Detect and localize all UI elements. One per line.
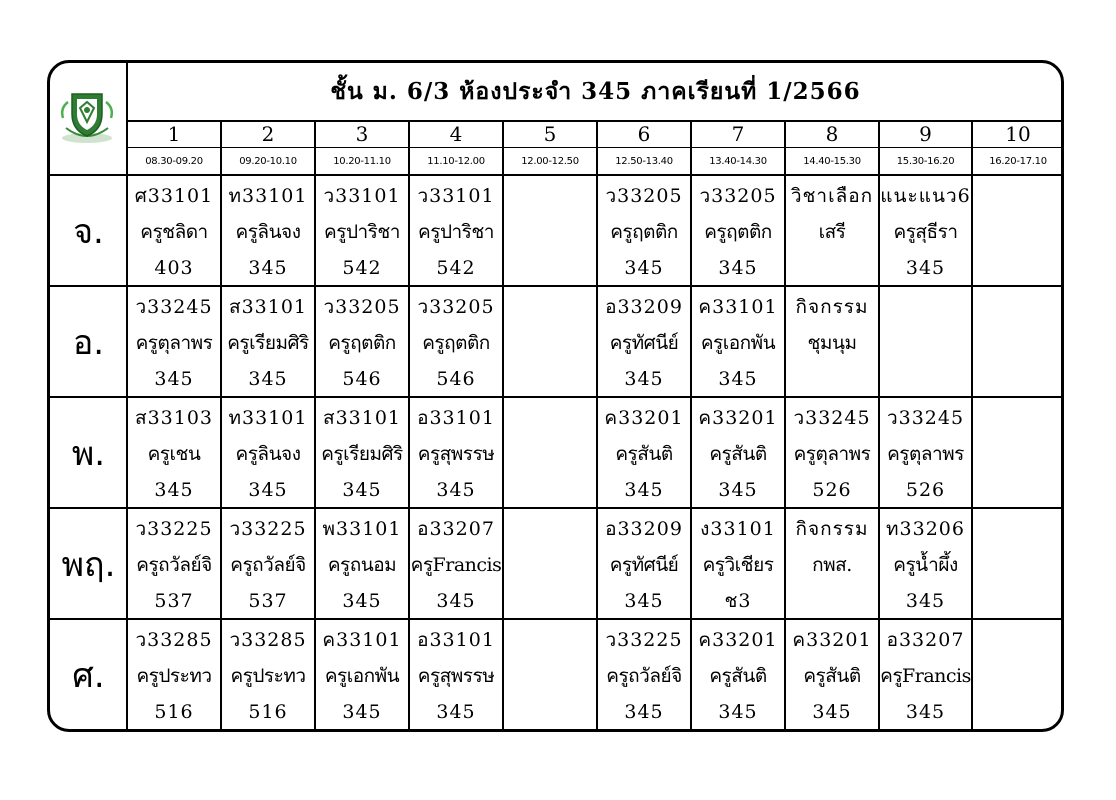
schedule-cell — [409, 289, 503, 396]
schedule-cell — [315, 622, 409, 729]
teacher-name: ครูสันติ — [803, 665, 861, 687]
teacher-name: ครูถวัลย์จิ — [230, 554, 306, 576]
schedule-cell — [221, 400, 315, 507]
teacher-name: ครูถนอม — [327, 554, 397, 576]
room-number: 345 — [718, 479, 758, 501]
teacher-name: ครูวิเชียร — [702, 554, 774, 576]
room-number — [972, 250, 1064, 285]
room-number: ช3 — [724, 590, 752, 612]
subject-code: ส33101 — [322, 407, 402, 429]
period-number: 4 — [449, 122, 463, 146]
room-number: 403 — [154, 257, 194, 279]
period-number: 9 — [919, 122, 932, 146]
schedule-cell — [785, 289, 879, 396]
teacher-name — [503, 325, 597, 361]
schedule-cell — [691, 511, 785, 618]
room-number: 345 — [342, 590, 382, 612]
schedule-cell — [315, 400, 409, 507]
room-number: 345 — [624, 257, 664, 279]
schedule-cell — [315, 178, 409, 285]
room-number: 345 — [624, 479, 664, 501]
teacher-name: ครูถวัลย์จิ — [606, 665, 682, 687]
subject-code: ค33201 — [604, 407, 684, 429]
teacher-name — [972, 547, 1064, 583]
room-number: 345 — [436, 479, 476, 501]
schedule-cell — [503, 289, 597, 396]
schedule-cell — [879, 178, 972, 285]
teacher-name: กพส. — [812, 554, 852, 576]
teacher-name: ครูฤตติก — [422, 332, 490, 354]
schedule-cell — [691, 400, 785, 507]
teacher-name: ครูทัศนีย์ — [609, 554, 679, 576]
teacher-name: ครูเชน — [147, 443, 201, 465]
grid-line — [50, 396, 1064, 398]
room-number — [503, 472, 597, 507]
room-number: 345 — [342, 701, 382, 723]
period-number: 5 — [543, 122, 557, 146]
grid-line — [50, 507, 1064, 509]
room-number: 345 — [248, 257, 288, 279]
day-label: พ. — [71, 433, 106, 474]
subject-code: ว33225 — [135, 518, 213, 540]
subject-code — [503, 622, 597, 658]
teacher-name: ครูเรียมศิริ — [321, 443, 403, 465]
schedule-cell — [409, 400, 503, 507]
subject-code — [503, 511, 597, 547]
schedule-cell — [785, 400, 879, 507]
subject-code: ท33101 — [228, 185, 308, 207]
subject-code — [503, 178, 597, 214]
schedule-cell — [597, 622, 691, 729]
subject-code — [972, 178, 1064, 214]
subject-code — [972, 622, 1064, 658]
subject-code: ว33285 — [229, 629, 307, 651]
teacher-name: ครูฤตติก — [610, 221, 678, 243]
teacher-name: ครูสันติ — [615, 443, 673, 465]
schedule-cell — [127, 289, 221, 396]
day-label: อ. — [72, 322, 105, 363]
teacher-name: ครูตุลาพร — [135, 332, 213, 354]
subject-code: ว33205 — [323, 296, 401, 318]
room-number: 345 — [342, 479, 382, 501]
schedule-cell — [315, 511, 409, 618]
teacher-name: ครูประทว — [136, 665, 212, 687]
room-number — [785, 583, 879, 618]
period-number: 10 — [1005, 122, 1031, 146]
teacher-name — [503, 214, 597, 250]
grid-line — [50, 285, 1064, 287]
teacher-name: ครูปาริชา — [324, 221, 400, 243]
teacher-name: ครูเอกพัน — [700, 332, 776, 354]
subject-code: ว33205 — [605, 185, 683, 207]
day-label: พฤ. — [61, 544, 116, 585]
teacher-name: ครูสุพรรษ — [417, 443, 495, 465]
schedule-cell — [221, 289, 315, 396]
timetable-frame — [47, 60, 1064, 732]
subject-code — [503, 400, 597, 436]
room-number — [972, 361, 1064, 396]
room-number: 546 — [436, 368, 476, 390]
teacher-name — [972, 658, 1064, 694]
schedule-cell — [221, 511, 315, 618]
subject-code: ส33103 — [134, 407, 214, 429]
teacher-name: ครูเรียมศิริ — [227, 332, 309, 354]
subject-code: อ33101 — [417, 629, 495, 651]
schedule-cell — [221, 622, 315, 729]
room-number: 537 — [154, 590, 194, 612]
teacher-name: ครูสันติ — [709, 665, 767, 687]
schedule-cell — [879, 511, 972, 618]
room-number: 345 — [436, 701, 476, 723]
room-number: 345 — [718, 257, 758, 279]
room-number — [785, 250, 879, 285]
subject-code: กิจกรรม — [795, 518, 869, 540]
teacher-name: ครูFrancis — [880, 665, 971, 687]
room-number: 516 — [248, 701, 288, 723]
subject-code — [503, 289, 597, 325]
teacher-name: ครูสุพรรษ — [417, 665, 495, 687]
subject-code: กิจกรรม — [795, 296, 869, 318]
period-number: 7 — [731, 122, 745, 146]
teacher-name: ครูชลิดา — [140, 221, 208, 243]
period-number: 1 — [167, 122, 181, 146]
grid-line — [50, 618, 1064, 620]
teacher-name: ครูFrancis — [410, 554, 502, 576]
subject-code: ค33201 — [698, 629, 778, 651]
subject-code: อ33209 — [605, 296, 683, 318]
subject-code — [972, 511, 1064, 547]
schedule-cell — [503, 178, 597, 285]
subject-code — [879, 289, 972, 325]
subject-code: ค33201 — [698, 407, 778, 429]
schedule-cell — [503, 622, 597, 729]
room-number: 345 — [905, 701, 946, 723]
subject-code: พ33101 — [322, 518, 402, 540]
subject-code: ค33201 — [792, 629, 872, 651]
teacher-name — [503, 547, 597, 583]
room-number — [503, 583, 597, 618]
subject-code: ว33245 — [793, 407, 871, 429]
teacher-name: ครูลินจง — [235, 221, 301, 243]
period-time: 12.00-12.50 — [521, 155, 579, 167]
room-number: 516 — [154, 701, 194, 723]
subject-code: ศ33101 — [134, 185, 214, 207]
subject-code: ง33101 — [700, 518, 776, 540]
teacher-name: ครูประทว — [230, 665, 306, 687]
schedule-cell — [879, 289, 972, 396]
subject-code: ค33101 — [698, 296, 778, 318]
teacher-name: ชุมนุม — [807, 332, 857, 354]
schedule-cell — [972, 400, 1064, 507]
teacher-name: ครูฤตติก — [704, 221, 772, 243]
subject-code: อ33209 — [605, 518, 683, 540]
schedule-cell — [972, 511, 1064, 618]
subject-code: ว33205 — [699, 185, 777, 207]
schedule-cell — [597, 511, 691, 618]
schedule-cell — [315, 289, 409, 396]
subject-code: ว33285 — [135, 629, 213, 651]
room-number — [503, 694, 597, 729]
schedule-cell — [879, 400, 972, 507]
schedule-cell — [221, 178, 315, 285]
period-time: 09.20-10.10 — [239, 155, 297, 167]
period-time: 08.30-09.20 — [145, 155, 203, 167]
room-number: 542 — [342, 257, 382, 279]
room-number: 345 — [436, 590, 476, 612]
schedule-cell — [785, 178, 879, 285]
period-time: 10.20-11.10 — [333, 155, 391, 167]
schedule-cell — [785, 622, 879, 729]
schedule-cell — [972, 289, 1064, 396]
schedule-cell — [597, 289, 691, 396]
schedule-cell — [409, 511, 503, 618]
room-number: 345 — [248, 368, 288, 390]
teacher-name: ครูปาริชา — [418, 221, 494, 243]
schedule-cell — [597, 400, 691, 507]
room-number: 546 — [342, 368, 382, 390]
schedule-cell — [503, 511, 597, 618]
period-number: 2 — [261, 122, 275, 146]
room-number: 345 — [718, 701, 758, 723]
period-number: 8 — [825, 122, 839, 146]
teacher-name: ครูลินจง — [235, 443, 301, 465]
subject-code — [972, 289, 1064, 325]
room-number — [972, 694, 1064, 729]
room-number: 542 — [436, 257, 476, 279]
schedule-cell — [409, 178, 503, 285]
subject-code: ท33206 — [886, 518, 965, 540]
day-label: จ. — [73, 211, 104, 252]
room-number: 345 — [624, 590, 664, 612]
room-number: 345 — [718, 368, 758, 390]
teacher-name: ครูเอกพัน — [324, 665, 400, 687]
schedule-cell — [127, 400, 221, 507]
period-time: 12.50-13.40 — [615, 155, 673, 167]
subject-code: ว33101 — [417, 185, 495, 207]
room-number — [972, 583, 1064, 618]
room-number — [503, 250, 597, 285]
teacher-name — [972, 436, 1064, 472]
room-number: 345 — [154, 368, 194, 390]
period-number: 6 — [637, 122, 651, 146]
subject-code: ว33245 — [886, 407, 965, 429]
subject-code: แนะแนว6 — [880, 185, 971, 207]
day-label: ศ. — [72, 655, 105, 696]
period-time: 16.20-17.10 — [989, 155, 1047, 167]
teacher-name: ครูฤตติก — [328, 332, 396, 354]
room-number: 345 — [624, 701, 664, 723]
period-time: 14.40-15.30 — [803, 155, 861, 167]
room-number — [503, 361, 597, 396]
subject-code: ท33101 — [228, 407, 308, 429]
period-time: 15.30-16.20 — [896, 155, 955, 167]
teacher-name: ครูตุลาพร — [793, 443, 871, 465]
subject-code: ว33225 — [605, 629, 683, 651]
page-title: ชั้น ม. 6/3 ห้องประจำ 345 ภาคเรียนที่ 1/2566 — [330, 78, 861, 105]
school-logo — [58, 88, 116, 146]
teacher-name: ครูสุธีรา — [893, 221, 958, 243]
room-number: 345 — [154, 479, 194, 501]
room-number — [879, 361, 972, 396]
schedule-cell — [691, 178, 785, 285]
schedule-cell — [127, 178, 221, 285]
schedule-cell — [691, 622, 785, 729]
schedule-cell — [409, 622, 503, 729]
subject-code — [972, 400, 1064, 436]
subject-code: วิชาเลือก — [790, 185, 874, 207]
period-time: 13.40-14.30 — [709, 155, 767, 167]
teacher-name — [879, 325, 972, 361]
schedule-cell — [785, 511, 879, 618]
room-number: 526 — [905, 479, 946, 501]
schedule-cell — [972, 622, 1064, 729]
schedule-cell — [879, 622, 972, 729]
room-number: 537 — [248, 590, 288, 612]
room-number — [972, 472, 1064, 507]
teacher-name: ครูถวัลย์จิ — [136, 554, 212, 576]
teacher-name: ครูสันติ — [709, 443, 767, 465]
teacher-name: ครูทัศนีย์ — [609, 332, 679, 354]
room-number: 345 — [812, 701, 852, 723]
subject-code: ว33205 — [417, 296, 495, 318]
teacher-name — [503, 658, 597, 694]
room-number: 345 — [248, 479, 288, 501]
schedule-cell — [503, 400, 597, 507]
subject-code: อ33207 — [886, 629, 965, 651]
teacher-name — [972, 325, 1064, 361]
room-number: 345 — [905, 590, 946, 612]
period-time: 11.10-12.00 — [427, 155, 485, 167]
schedule-cell — [691, 289, 785, 396]
subject-code: ว33225 — [229, 518, 307, 540]
room-number: 526 — [812, 479, 852, 501]
subject-code: ว33101 — [323, 185, 401, 207]
schedule-cell — [972, 178, 1064, 285]
teacher-name: ครูตุลาพร — [887, 443, 964, 465]
subject-code: อ33101 — [417, 407, 495, 429]
subject-code: อ33207 — [417, 518, 495, 540]
room-number: 345 — [905, 257, 946, 279]
teacher-name — [503, 436, 597, 472]
schedule-cell — [127, 511, 221, 618]
subject-code: ว33245 — [135, 296, 213, 318]
room-number: 345 — [624, 368, 664, 390]
teacher-name — [972, 214, 1064, 250]
subject-code: ส33101 — [228, 296, 308, 318]
subject-code: ค33101 — [322, 629, 402, 651]
teacher-name: ครูน้ำผึ้ง — [893, 554, 958, 576]
schedule-cell — [127, 622, 221, 729]
schedule-cell — [597, 178, 691, 285]
teacher-name: เสรี — [818, 221, 846, 243]
room-number — [785, 361, 879, 396]
period-number: 3 — [355, 122, 369, 146]
